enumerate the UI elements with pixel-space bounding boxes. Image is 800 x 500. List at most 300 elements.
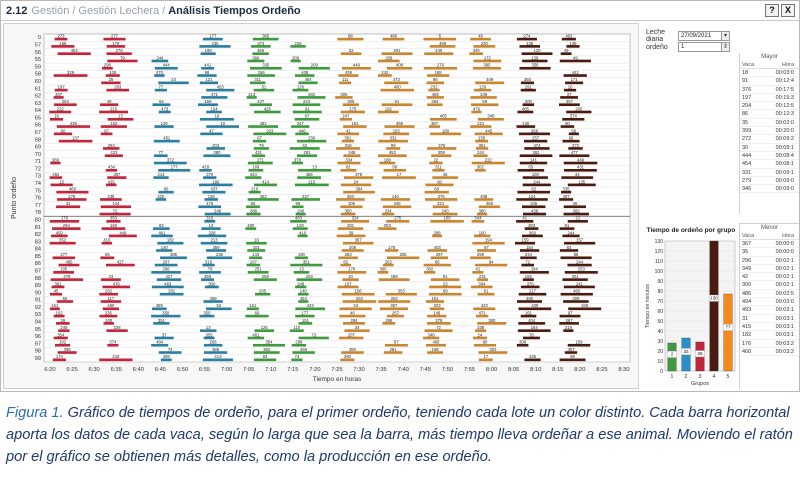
cow-id-label: 252 bbox=[390, 295, 398, 301]
cow-id-label: 458 bbox=[305, 171, 313, 177]
group-bar[interactable] bbox=[724, 294, 733, 371]
close-button[interactable]: X bbox=[781, 4, 795, 17]
menor-table-row[interactable] bbox=[740, 257, 799, 265]
cow-id-label: 17 bbox=[396, 171, 402, 177]
cow-id-label: 251 bbox=[254, 266, 262, 272]
group-time-chart-panel bbox=[643, 223, 739, 389]
menor-table-row[interactable] bbox=[740, 298, 799, 306]
cow-id-label: 67 bbox=[304, 113, 310, 119]
cow-id-label: 446 bbox=[298, 128, 306, 134]
menor-table-row[interactable] bbox=[740, 240, 799, 248]
cow-id-label: 234 bbox=[384, 208, 392, 214]
cow-id-label: 240 bbox=[297, 208, 305, 214]
cow-id-label: 283 bbox=[307, 91, 315, 97]
duration-cell: 00:02:0 bbox=[775, 119, 794, 126]
col-vaca: Vaca bbox=[742, 233, 755, 239]
duration-cell: 00:00:0 bbox=[775, 249, 794, 256]
milking-stepper-icon[interactable]: ⇕ bbox=[722, 44, 729, 50]
cow-id-label: 387 bbox=[113, 171, 121, 177]
date-input[interactable]: 27/09/2021 bbox=[678, 31, 722, 41]
breadcrumb-gestion-lechera[interactable]: Gestión Lechera bbox=[78, 4, 160, 17]
y-tick-label: 96 bbox=[34, 334, 41, 341]
x-tick-label: 6:30 bbox=[88, 367, 100, 373]
date-dropdown-icon[interactable]: ▾ bbox=[722, 31, 730, 41]
cow-id-label: 233 bbox=[302, 99, 310, 105]
cow-id-label: 195 bbox=[60, 266, 68, 272]
cow-id-label: 354 bbox=[265, 339, 273, 345]
col-vaca: Vaca bbox=[742, 62, 755, 68]
cow-id-label: 236 bbox=[104, 310, 112, 316]
cow-id-label: 120 bbox=[533, 48, 541, 54]
cow-id-label: 103 bbox=[392, 128, 400, 134]
cow-id-label: 463 bbox=[164, 281, 172, 287]
cow-id-cell: 296 bbox=[742, 257, 752, 264]
cow-id-cell: 272 bbox=[742, 136, 752, 143]
cow-id-label: 293 bbox=[107, 142, 115, 148]
x-tick-label: 8:05 bbox=[507, 367, 520, 373]
cow-id-label: 217 bbox=[528, 288, 536, 294]
cow-id-label: 408 bbox=[480, 193, 488, 199]
y-tick-label: 57 bbox=[34, 42, 41, 49]
cow-id-label: 236 bbox=[308, 135, 316, 141]
x-tick-label: 8:00 bbox=[485, 367, 498, 373]
cow-id-label: 460 bbox=[573, 288, 581, 294]
cow-id-label: 297 bbox=[162, 259, 170, 265]
cow-id-label: 21 bbox=[575, 215, 581, 221]
cow-id-label: 308 bbox=[437, 150, 445, 156]
cow-id-cell: 18 bbox=[742, 70, 749, 76]
x-tick-label: 7:50 bbox=[441, 367, 454, 373]
cow-id-label: 481 bbox=[252, 332, 260, 338]
cow-id-label: 353 bbox=[110, 215, 118, 221]
cow-id-label: 431 bbox=[576, 164, 584, 170]
x-tick-label: 7:00 bbox=[220, 367, 233, 373]
cow-id-label: 200 bbox=[575, 106, 583, 112]
cow-id-label: 61 bbox=[483, 288, 489, 294]
cow-id-label: 216 bbox=[112, 354, 120, 360]
cow-id-label: 78 bbox=[529, 332, 534, 338]
x-tick-label: 7:10 bbox=[265, 367, 277, 373]
cow-id-label: 180 bbox=[442, 128, 450, 134]
cow-id-cell: 279 bbox=[742, 177, 752, 184]
cow-id-label: 309 bbox=[572, 295, 580, 301]
menor-table-title: Menor bbox=[760, 225, 778, 231]
y-tick-label: 92 bbox=[34, 304, 41, 311]
cow-id-label: 190 bbox=[297, 252, 305, 258]
cow-id-label: 72 bbox=[436, 325, 441, 331]
cow-id-label: 260 bbox=[343, 354, 351, 360]
cow-id-label: 184 bbox=[530, 266, 538, 272]
cow-id-label: 469 bbox=[162, 354, 170, 360]
cow-id-label: 323 bbox=[433, 303, 441, 309]
y-tick-label: 58 bbox=[34, 71, 41, 78]
cow-id-label: 477 bbox=[570, 150, 578, 156]
mayor-table-row[interactable] bbox=[740, 152, 799, 160]
cow-id-label: 271 bbox=[256, 157, 264, 163]
cow-id-label: 454 bbox=[299, 295, 307, 301]
menor-table-row[interactable] bbox=[740, 331, 799, 339]
cow-id-label: 177 bbox=[170, 164, 178, 170]
cow-id-label: 276 bbox=[436, 62, 444, 68]
duration-cell: 00:02:5 bbox=[775, 290, 794, 297]
cow-id-label: 56 bbox=[571, 128, 577, 134]
cow-id-label: 174 bbox=[55, 354, 63, 360]
cow-id-label: 49 bbox=[478, 33, 483, 39]
group-x-tick: 4 bbox=[712, 374, 716, 380]
cow-id-label: 231 bbox=[478, 274, 486, 280]
cow-id-label: 449 bbox=[119, 230, 127, 236]
mayor-table-title: Mayor bbox=[761, 54, 778, 60]
cow-id-label: 348 bbox=[348, 150, 356, 156]
cow-id-label: 459 bbox=[209, 295, 217, 301]
help-button[interactable]: ? bbox=[765, 4, 779, 17]
cow-id-label: 45 bbox=[53, 288, 59, 294]
cow-id-label: 25 bbox=[108, 77, 114, 83]
cow-id-label: 37 bbox=[161, 332, 167, 338]
cow-id-label: 436 bbox=[531, 208, 539, 214]
cow-id-label: 41 bbox=[475, 266, 481, 272]
cow-id-label: 111 bbox=[341, 77, 349, 83]
y-tick-label: 82 bbox=[34, 232, 41, 239]
duration-cell: 00:08:1 bbox=[775, 161, 794, 168]
group-y-tick: 20 bbox=[657, 348, 663, 355]
menor-table-row[interactable] bbox=[740, 281, 799, 289]
y-tick-label: 89 bbox=[34, 283, 41, 290]
cow-id-label: 232 bbox=[430, 84, 438, 90]
cow-id-label: 365 bbox=[262, 33, 270, 39]
y-tick-label: 61 bbox=[34, 86, 41, 93]
breadcrumb-gestion[interactable]: Gestión bbox=[31, 4, 70, 17]
cow-id-label: 438 bbox=[69, 120, 77, 126]
cow-id-cell: 31 bbox=[742, 315, 749, 322]
cow-id-label: 309 bbox=[292, 55, 300, 61]
cow-id-label: 66 bbox=[250, 201, 256, 207]
mayor-table-row[interactable] bbox=[740, 169, 799, 177]
cow-id-label: 465 bbox=[431, 91, 439, 97]
cow-id-label: 305 bbox=[340, 91, 348, 97]
cow-id-label: 273 bbox=[57, 33, 65, 39]
menor-table-row[interactable] bbox=[740, 323, 799, 331]
cow-id-label: 358 bbox=[530, 128, 538, 134]
cow-id-label: 355 bbox=[205, 332, 213, 338]
cow-id-label: 281 bbox=[168, 288, 176, 294]
cow-id-label: 64 bbox=[159, 99, 164, 105]
cow-id-label: 60 bbox=[434, 186, 440, 192]
cow-id-label: 351 bbox=[302, 259, 310, 265]
y-tick-label: 83 bbox=[34, 239, 41, 246]
group-time-chart[interactable] bbox=[643, 223, 739, 389]
cow-id-label: 360 bbox=[528, 230, 536, 236]
cow-id-cell: 300 bbox=[742, 282, 752, 289]
cow-id-label: 303 bbox=[489, 346, 497, 352]
cow-id-label: 177 bbox=[209, 33, 217, 39]
cow-id-label: 444 bbox=[162, 62, 170, 68]
cow-id-label: 41 bbox=[522, 215, 528, 221]
group-bar[interactable] bbox=[710, 241, 719, 371]
cow-id-label: 34 bbox=[354, 325, 360, 331]
cow-id-label: 357 bbox=[390, 303, 398, 309]
menor-table-row[interactable] bbox=[740, 273, 799, 281]
cow-id-label: 469 bbox=[68, 186, 76, 192]
duration-cell: 00:03:1 bbox=[775, 315, 794, 322]
cow-id-label: 55 bbox=[62, 295, 68, 301]
cow-id-label: 24 bbox=[353, 179, 359, 185]
cow-id-label: 328 bbox=[208, 230, 216, 236]
cow-id-label: 81 bbox=[346, 164, 351, 170]
cow-id-label: 102 bbox=[55, 310, 63, 316]
cow-id-cell: 35 bbox=[742, 249, 749, 256]
cow-id-label: 359 bbox=[212, 244, 220, 250]
duration-cell: 00:08:4 bbox=[775, 152, 794, 159]
x-tick-label: 8:30 bbox=[618, 367, 630, 373]
y-tick-label: 70 bbox=[34, 151, 41, 158]
cow-id-label: 214 bbox=[157, 171, 165, 177]
cow-id-label: 60 bbox=[437, 179, 442, 185]
duration-cell: 00:02:1 bbox=[775, 257, 794, 264]
cow-id-cell: 493 bbox=[742, 307, 752, 314]
cow-id-label: 168 bbox=[59, 40, 67, 46]
cow-id-label: 161 bbox=[51, 303, 59, 309]
y-tick-label: 98 bbox=[34, 348, 41, 355]
cow-id-label: 439 bbox=[344, 69, 352, 75]
group-value-label: 2 bbox=[670, 351, 674, 357]
cow-id-label: 476 bbox=[112, 281, 120, 287]
milking-input[interactable]: 1 bbox=[678, 42, 722, 52]
cow-id-label: 404 bbox=[528, 317, 536, 323]
cow-id-label: 258 bbox=[261, 274, 269, 280]
cow-id-label: 414 bbox=[262, 179, 270, 185]
cow-id-label: 198 bbox=[204, 48, 212, 54]
cow-id-label: 442 bbox=[571, 69, 579, 75]
cow-id-label: 198 bbox=[431, 346, 439, 352]
menor-table-row[interactable] bbox=[740, 315, 799, 323]
menor-table-row[interactable] bbox=[740, 265, 799, 273]
cow-id-label: 485 bbox=[525, 295, 533, 301]
cow-id-label: 352 bbox=[59, 237, 67, 243]
cow-id-label: 220 bbox=[480, 40, 488, 46]
mayor-table-row[interactable] bbox=[740, 86, 799, 94]
group-value-label: 33 bbox=[683, 348, 689, 354]
cow-id-label: 423 bbox=[110, 150, 118, 156]
mayor-table-row[interactable] bbox=[740, 110, 799, 118]
y-tick-label: 73 bbox=[34, 173, 41, 180]
duration-cell: 00:09:0 bbox=[775, 186, 794, 193]
mayor-table-row[interactable] bbox=[740, 102, 799, 110]
cow-id-label: 253 bbox=[355, 295, 363, 301]
y-tick-label: 64 bbox=[34, 108, 41, 115]
cow-id-label: 15 bbox=[59, 179, 64, 185]
cow-id-label: 140 bbox=[299, 288, 307, 294]
cow-id-label: 72 bbox=[112, 208, 118, 214]
cow-id-label: 485 bbox=[65, 259, 73, 265]
cow-id-label: 240 bbox=[441, 208, 449, 214]
x-tick-label: 6:50 bbox=[176, 367, 189, 373]
group-y-tick: 110 bbox=[655, 258, 663, 265]
cow-id-label: 79 bbox=[259, 142, 264, 148]
cow-id-label: 298 bbox=[103, 62, 111, 68]
cow-id-label: 159 bbox=[521, 237, 529, 243]
cow-id-label: 394 bbox=[355, 186, 363, 192]
cow-id-label: 451 bbox=[163, 135, 171, 141]
cow-id-label: 352 bbox=[259, 193, 267, 199]
milking-time-chart[interactable] bbox=[4, 24, 640, 390]
cow-id-label: 453 bbox=[216, 84, 224, 90]
caption-text: Gráfico de tiempos de ordeño, para el primer ordeño, teniendo cada lote un color distinto. Cada barra horizontal aporta los datos de cada vaca, según lo larga que sea la barra, más tiempo lleva ordeñar a ese animal. Moviendo el ratón por el gráfico se obtienen más detalles, como la producción en ese ordeño. bbox=[6, 405, 793, 465]
cow-id-label: 135 bbox=[578, 179, 586, 185]
menor-table bbox=[739, 223, 799, 389]
mayor-table-row[interactable] bbox=[740, 160, 799, 168]
x-tick-label: 7:35 bbox=[375, 367, 387, 373]
cow-id-label: 453 bbox=[388, 150, 396, 156]
cow-id-label: 141 bbox=[529, 157, 537, 163]
cow-id-label: 51 bbox=[261, 84, 267, 90]
milking-row bbox=[646, 42, 730, 52]
y-tick-label: 72 bbox=[34, 166, 41, 173]
cow-id-label: 90 bbox=[565, 120, 570, 126]
cow-id-label: 380 bbox=[488, 317, 496, 323]
menor-table-row[interactable] bbox=[740, 348, 799, 356]
cow-id-label: 88 bbox=[570, 354, 575, 360]
cow-id-label: 126 bbox=[479, 84, 487, 90]
menor-table-row[interactable] bbox=[740, 306, 799, 314]
cow-id-label: 318 bbox=[344, 142, 352, 148]
cow-id-label: 73 bbox=[311, 332, 317, 338]
duration-cell: 00:03:0 bbox=[775, 70, 794, 76]
cow-id-label: 475 bbox=[63, 274, 71, 280]
cow-id-label: 389 bbox=[51, 157, 59, 163]
mayor-table-row[interactable] bbox=[740, 77, 799, 85]
window-buttons bbox=[765, 4, 795, 17]
cow-id-label: 136 bbox=[526, 40, 534, 46]
mayor-table-row[interactable] bbox=[740, 177, 799, 185]
group-y-tick: 100 bbox=[654, 268, 663, 275]
cow-id-label: 257 bbox=[532, 135, 540, 141]
cow-id-label: 151 bbox=[249, 303, 257, 309]
x-tick-label: 7:05 bbox=[243, 367, 255, 373]
milking-time-chart-panel[interactable] bbox=[3, 23, 639, 389]
mayor-table-row[interactable] bbox=[740, 135, 799, 143]
cow-id-label: 266 bbox=[162, 266, 170, 272]
cow-id-label: 279 bbox=[68, 193, 76, 199]
cow-id-label: 496 bbox=[389, 33, 397, 39]
cow-id-label: 274 bbox=[523, 33, 531, 39]
cow-id-label: 226 bbox=[294, 40, 302, 46]
mayor-table-row[interactable] bbox=[740, 69, 799, 77]
cow-id-label: 154 bbox=[210, 106, 218, 112]
cow-id-label: 74 bbox=[167, 346, 173, 352]
cow-id-label: 221 bbox=[477, 120, 485, 126]
y-axis-label: Punto ordeño bbox=[11, 176, 18, 220]
mayor-table-row[interactable] bbox=[740, 119, 799, 127]
duration-cell: 00:00:0 bbox=[775, 241, 794, 247]
cow-id-label: 302 bbox=[476, 164, 484, 170]
duration-cell: 00:17:5 bbox=[775, 86, 794, 93]
cow-id-label: 126 bbox=[296, 84, 304, 90]
cow-id-label: 479 bbox=[472, 106, 480, 112]
y-tick-label: 63 bbox=[34, 100, 41, 107]
cow-id-label: 459 bbox=[55, 230, 63, 236]
cow-id-label: 60 bbox=[60, 128, 66, 134]
cow-id-label: 159 bbox=[478, 135, 486, 141]
cow-id-label: 244 bbox=[477, 150, 485, 156]
cow-id-label: 13 bbox=[208, 223, 214, 229]
y-tick-label: 67 bbox=[34, 130, 41, 137]
cow-id-cell: 444 bbox=[742, 152, 752, 159]
mayor-table-row[interactable] bbox=[740, 127, 799, 135]
cow-id-label: 436 bbox=[529, 354, 537, 360]
cow-id-label: 10 bbox=[348, 274, 353, 280]
x-tick-label: 8:15 bbox=[552, 367, 564, 373]
y-tick-label: 86 bbox=[34, 261, 41, 268]
cow-id-label: 484 bbox=[156, 339, 164, 345]
group-y-tick: 40 bbox=[657, 328, 663, 335]
cow-id-label: 307 bbox=[55, 91, 63, 97]
cow-id-label: 483 bbox=[294, 215, 302, 221]
cow-id-label: 281 bbox=[303, 150, 311, 156]
cow-id-label: 218 bbox=[564, 325, 572, 331]
duration-cell: 00:03:2 bbox=[775, 348, 794, 355]
group-value-label: 29 bbox=[697, 351, 703, 357]
cow-id-label: 469 bbox=[257, 48, 265, 54]
menor-table-row[interactable] bbox=[740, 290, 799, 298]
cow-id-label: 210 bbox=[251, 186, 259, 192]
cow-id-label: 437 bbox=[257, 99, 265, 105]
menor-table-row[interactable] bbox=[740, 248, 799, 256]
cow-id-label: 247 bbox=[342, 113, 350, 119]
cow-id-label: 385 bbox=[155, 303, 163, 309]
cow-id-label: 110 bbox=[293, 325, 301, 331]
y-tick-label: 93 bbox=[34, 312, 41, 319]
mayor-table-row[interactable] bbox=[740, 94, 799, 102]
x-tick-label: 8:25 bbox=[596, 367, 608, 373]
cow-id-label: 382 bbox=[572, 208, 580, 214]
cow-id-cell: 415 bbox=[742, 323, 752, 330]
cow-id-label: 297 bbox=[435, 252, 443, 258]
cow-id-label: 177 bbox=[301, 310, 309, 316]
duration-cell: 00:09:1 bbox=[775, 144, 794, 151]
x-tick-label: 7:45 bbox=[419, 367, 431, 373]
cow-id-label: 88 bbox=[348, 33, 353, 39]
cow-id-label: 201 bbox=[571, 274, 579, 280]
cow-id-label: 228 bbox=[113, 325, 121, 331]
breadcrumb-separator: / bbox=[162, 4, 166, 17]
menor-table-row[interactable] bbox=[740, 340, 799, 348]
cow-id-label: 26 bbox=[60, 317, 66, 323]
cow-id-label: 197 bbox=[57, 84, 65, 90]
group-x-tick: 2 bbox=[684, 374, 688, 380]
cow-id-cell: 460 bbox=[742, 348, 752, 355]
cow-id-label: 362 bbox=[532, 150, 540, 156]
cow-id-label: 99 bbox=[295, 201, 301, 207]
cow-id-label: 344 bbox=[533, 179, 541, 185]
cow-id-label: 301 bbox=[347, 223, 355, 229]
cow-id-label: 24 bbox=[477, 332, 483, 338]
cow-id-label: 93 bbox=[262, 354, 268, 360]
cow-id-label: 408 bbox=[396, 62, 404, 68]
cow-id-label: 413 bbox=[248, 91, 256, 97]
cow-id-label: 465 bbox=[521, 106, 529, 112]
mayor-table bbox=[739, 53, 799, 213]
menor-table-header bbox=[740, 233, 799, 240]
cow-id-cell: 176 bbox=[742, 340, 752, 347]
mayor-table-row[interactable] bbox=[740, 185, 799, 193]
cow-id-label: 80 bbox=[482, 339, 488, 345]
cow-id-label: 182 bbox=[166, 237, 174, 243]
y-tick-label: 99 bbox=[34, 355, 41, 362]
mayor-table-row[interactable] bbox=[740, 144, 799, 152]
cow-id-label: 140 bbox=[160, 244, 168, 250]
cow-id-label: 235 bbox=[211, 40, 219, 46]
